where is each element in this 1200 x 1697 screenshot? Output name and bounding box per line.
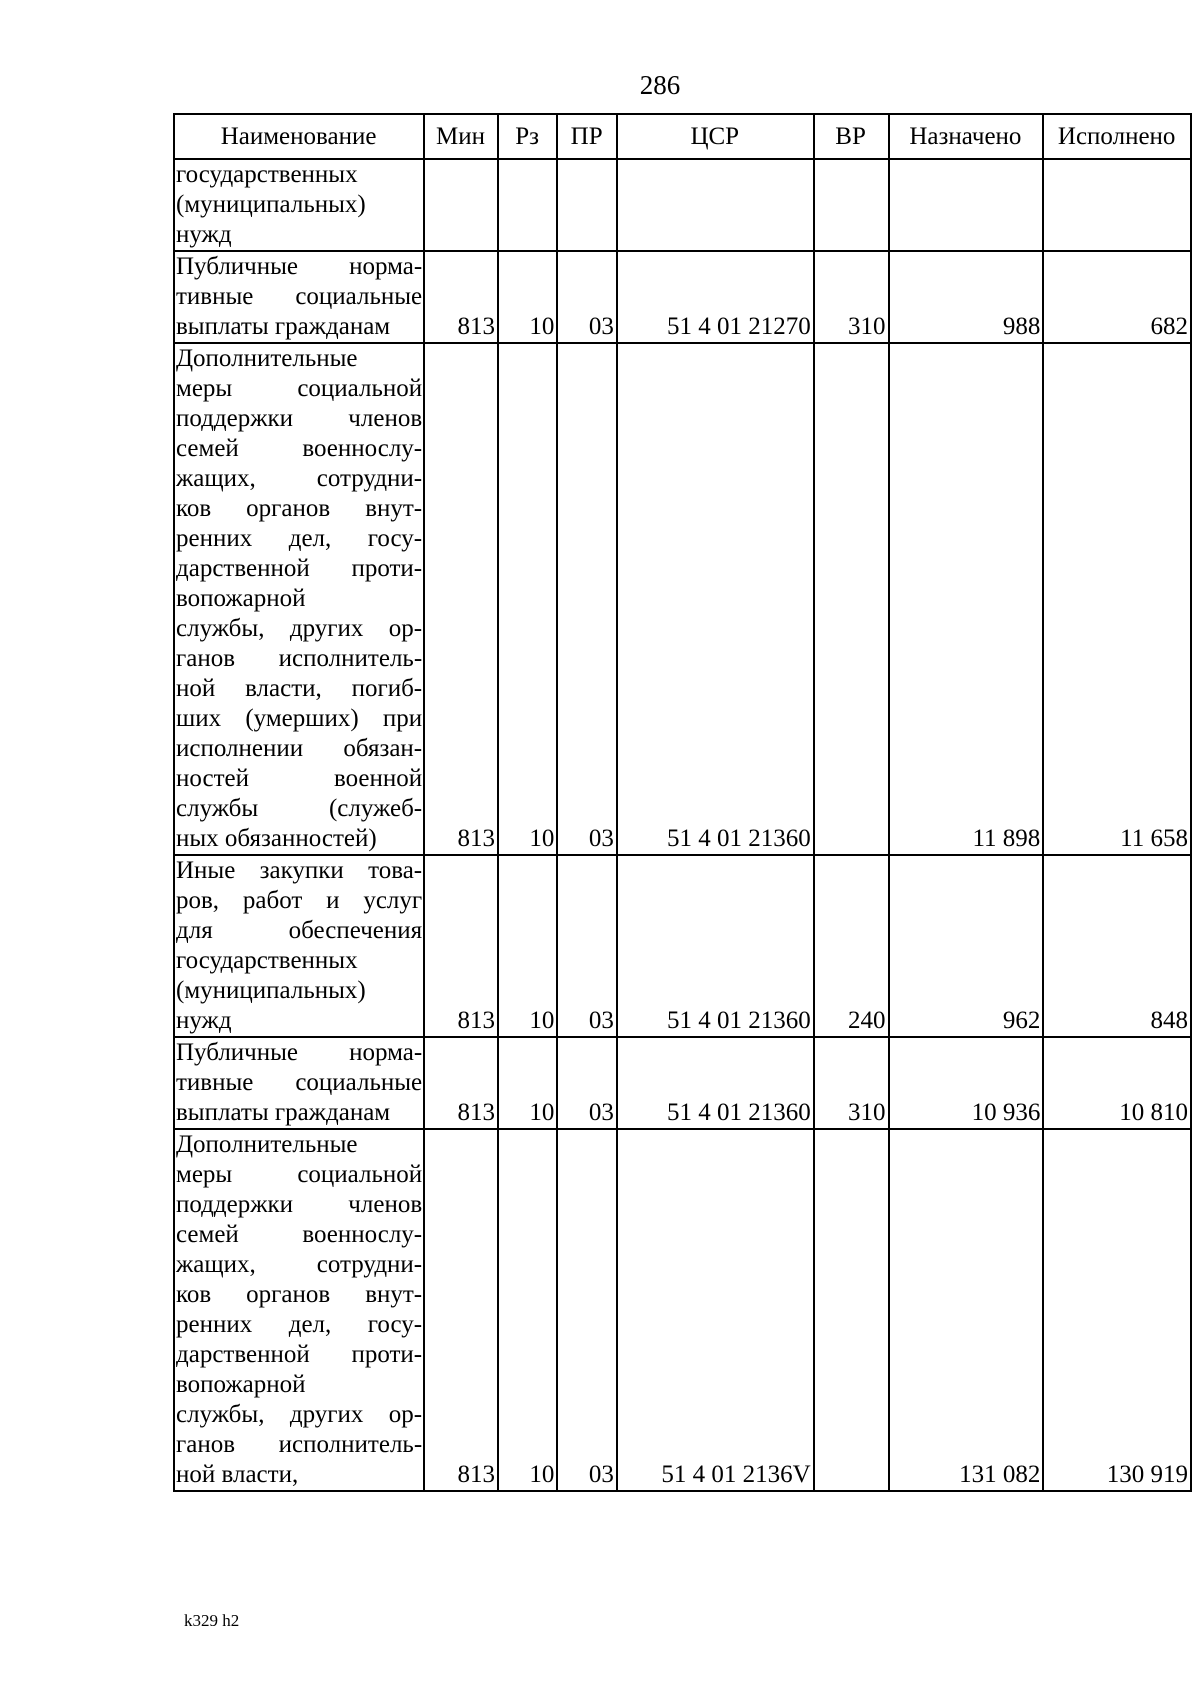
- name-line: Дополнительные: [176, 345, 358, 372]
- name-line: государственных: [176, 161, 358, 188]
- header-executed: Исполнено: [1043, 114, 1191, 159]
- cell-vr: [814, 1129, 889, 1491]
- table-row: [174, 251, 1191, 343]
- name-line: семей военнослу-: [176, 435, 423, 462]
- name-line: меры социальной: [176, 1161, 423, 1188]
- name-line: Публичные норма-: [176, 253, 423, 280]
- name-line: нужд: [176, 1007, 232, 1034]
- cell-assigned: 131 082: [889, 1129, 1044, 1491]
- table-row: [174, 159, 1191, 251]
- cell-csr: 51 4 01 21270: [617, 251, 814, 343]
- name-line: ностей военной: [176, 765, 423, 792]
- name-line: дарственной проти-: [176, 555, 423, 582]
- name-line: Иные закупки това-: [176, 857, 423, 884]
- name-line: (муниципальных): [176, 191, 366, 218]
- footer-code: k329 h2: [184, 1611, 240, 1630]
- cell-executed: 130 919: [1043, 1129, 1191, 1491]
- cell-csr: 51 4 01 2136V: [617, 1129, 814, 1491]
- cell-executed: 848: [1043, 855, 1191, 1037]
- name-line: службы, других ор-: [176, 1401, 423, 1428]
- name-line: поддержки членов: [176, 405, 423, 432]
- name-line: ших (умерших) при: [176, 705, 423, 732]
- header-name: Наименование: [174, 114, 424, 159]
- name-line: семей военнослу-: [176, 1221, 423, 1248]
- cell-min: 813: [424, 1037, 498, 1129]
- table-header-row: [174, 114, 1191, 159]
- header-assigned: Назначено: [889, 114, 1044, 159]
- header-vr: ВР: [814, 114, 889, 159]
- name-line: службы (служеб-: [176, 795, 423, 822]
- table-body: [174, 159, 1191, 1491]
- cell-csr: 51 4 01 21360: [617, 343, 814, 855]
- cell-executed: [1043, 159, 1191, 251]
- cell-rz: 10: [498, 855, 557, 1037]
- name-line: меры социальной: [176, 375, 423, 402]
- cell-min: 813: [424, 343, 498, 855]
- header-pr: ПР: [557, 114, 616, 159]
- cell-min: 813: [424, 251, 498, 343]
- name-line: исполнении обязан-: [176, 735, 423, 762]
- name-line: Дополнительные: [176, 1131, 358, 1158]
- name-line: для обеспечения: [176, 917, 423, 944]
- cell-assigned: 11 898: [889, 343, 1044, 855]
- cell-min: 813: [424, 1129, 498, 1491]
- header-csr: ЦСР: [617, 114, 814, 159]
- cell-rz: 10: [498, 251, 557, 343]
- table-row: [174, 343, 1191, 855]
- cell-pr: 03: [557, 855, 616, 1037]
- cell-pr: 03: [557, 1037, 616, 1129]
- page-number: 286: [639, 70, 681, 100]
- cell-name: [174, 343, 424, 855]
- cell-assigned: 10 936: [889, 1037, 1044, 1129]
- cell-name: [174, 159, 424, 251]
- name-line: ренних дел, госу-: [176, 525, 423, 552]
- cell-csr: 51 4 01 21360: [617, 1037, 814, 1129]
- cell-name: [174, 251, 424, 343]
- cell-pr: 03: [557, 251, 616, 343]
- cell-rz: 10: [498, 343, 557, 855]
- name-line: нужд: [176, 221, 232, 248]
- header-rz: Рз: [498, 114, 557, 159]
- name-line: государственных: [176, 947, 358, 974]
- cell-vr: 310: [814, 251, 889, 343]
- name-line: ной власти, погиб-: [176, 675, 423, 702]
- cell-name: [174, 1037, 424, 1129]
- cell-rz: [498, 159, 557, 251]
- name-line: ков органов внут-: [176, 495, 423, 522]
- name-line: вопожарной: [176, 585, 306, 612]
- budget-table: [173, 113, 1192, 1492]
- name-line: ной власти,: [176, 1461, 299, 1488]
- name-line: ренних дел, госу-: [176, 1311, 423, 1338]
- table-row: [174, 1129, 1191, 1491]
- name-line: жащих, сотрудни-: [176, 1251, 423, 1278]
- cell-pr: 03: [557, 1129, 616, 1491]
- cell-csr: 51 4 01 21360: [617, 855, 814, 1037]
- name-line: выплаты гражданам: [176, 1099, 391, 1126]
- name-line: службы, других ор-: [176, 615, 423, 642]
- name-line: Публичные норма-: [176, 1039, 423, 1066]
- name-line: выплаты гражданам: [176, 313, 391, 340]
- name-line: тивные социальные: [176, 1069, 423, 1096]
- name-line: тивные социальные: [176, 283, 423, 310]
- cell-vr: 310: [814, 1037, 889, 1129]
- cell-csr: [617, 159, 814, 251]
- name-line: поддержки членов: [176, 1191, 423, 1218]
- table-row: [174, 855, 1191, 1037]
- table-row: [174, 1037, 1191, 1129]
- name-line: ганов исполнитель-: [176, 645, 423, 672]
- name-line: вопожарной: [176, 1371, 306, 1398]
- header-min: Мин: [424, 114, 498, 159]
- cell-executed: 11 658: [1043, 343, 1191, 855]
- cell-rz: 10: [498, 1037, 557, 1129]
- cell-min: 813: [424, 855, 498, 1037]
- name-line: ков органов внут-: [176, 1281, 423, 1308]
- cell-vr: [814, 159, 889, 251]
- name-line: дарственной проти-: [176, 1341, 423, 1368]
- cell-assigned: 962: [889, 855, 1044, 1037]
- name-line: ных обязанностей): [176, 825, 377, 852]
- cell-pr: [557, 159, 616, 251]
- cell-name: [174, 1129, 424, 1491]
- cell-rz: 10: [498, 1129, 557, 1491]
- cell-vr: [814, 343, 889, 855]
- cell-vr: 240: [814, 855, 889, 1037]
- name-line: жащих, сотрудни-: [176, 465, 423, 492]
- name-line: ганов исполнитель-: [176, 1431, 423, 1458]
- cell-executed: 10 810: [1043, 1037, 1191, 1129]
- cell-assigned: [889, 159, 1044, 251]
- cell-min: [424, 159, 498, 251]
- cell-assigned: 988: [889, 251, 1044, 343]
- cell-pr: 03: [557, 343, 616, 855]
- name-line: (муниципальных): [176, 977, 366, 1004]
- name-line: ров, работ и услуг: [176, 887, 423, 914]
- cell-executed: 682: [1043, 251, 1191, 343]
- cell-name: [174, 855, 424, 1037]
